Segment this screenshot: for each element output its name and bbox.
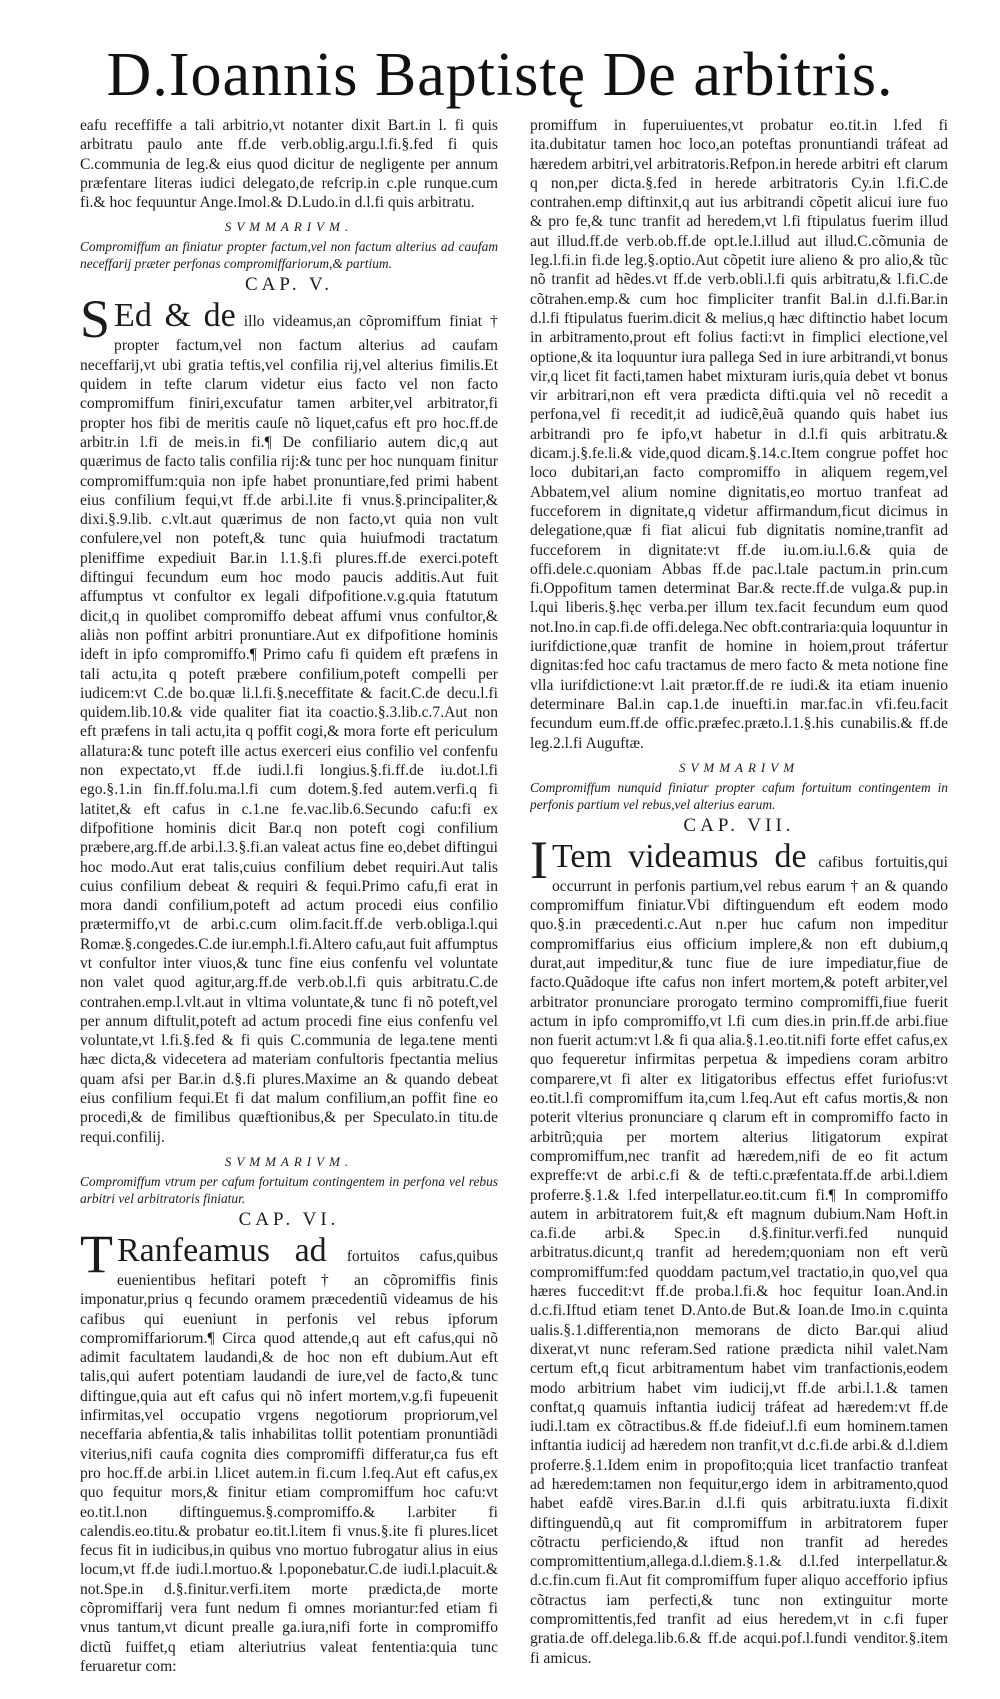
paragraph-continuation: promiffum in fuperuiuentes,vt probatur eo.tit.in l.fed fi ita.dubitatur tamen hoc loco,an poteftas pronuntiandi tráfeat ad hæredem arbitri,vel arbitratoris.Refpon.in herede arbitri eft clarum q non,per dicta.§.fed in herede arbitratoris Cy.in l.fi.C.de contrahen.emp diftinxit,q aut ius arbitrandi cõpetit alicui iure fuo & pro fe,& tunc tranfit ad heredem,vt l.fi ftipulatus fuerim illud aut illud.ff.de verb.ob.ff.de opt.le.l.illud aut illud.C.cõmunia de leg.l.fi.in fi.de leg.§.optio.Aut cõpetit iure alieno & pro alio,& tũc nõ tranfit ad hẽdes.vt ff.de verb.obli.l.fi quis arbitratu,& l.fi.C.de cõtrahen.emp.& cum hoc fimpliciter tranfit Bal.in d.l.fi.Bar.in d.l.fi ftipulatus fuerim.dicit & melius,q hæc diftinctio habet locum in arbitramento,prout eft folius facti:vt in fimplici electione,vel optione,& ita loquuntur iura pallega Sed in iure arbitrandi,vt bonus vir,q licet fit facti,tamen habet mixturam iuris,quia debet vt bonus vir arbitrari,non eft vera prædicta difti.quia vel nõ recedit a perfona,vel fi recedit,it ad iudicẽ,ẽuã quando quis habet ius arbitrandi pro fe ipfo,vt habetur in d.l.fi quis arbitratu.& dicam.j.§.fe.li.& vide,quod dicam.§.14.c.Item congrue poffet hoc loco dubitari,an facto compromiffo in aliquem regem,vel Abbatem,vel alium nomine dignitatis,eo mortuo tranfeat ad fucceforem in dignitate,q videtur affirmandum,ficut dicimus in delegatione,quæ fi fiat alicui fub dignitatis nomine,tranfit ad fucceforem in dignitate:vt ff.de iu.om.iu.l.6.& quia de offi.dele.c.quoniam Abbas ff.de pac.l.tale pactum.in prin.cum fi.Oppofitum tamen determinat Bar.& recte.ff.de vulga.& pup.in l.qui liberis.§.hęc verba.per illum tex.facit fecundum eum quod not.Ino.in cap.fi.de offi.delega.Nec obft.contraria:quia loquuntur in iurifdictione,quæ tranfit de homine in hoiem,prout tráfertur dignitas:fed hoc cafu tractamus de mero facto & meta notione fine vlla iurifdictione:vt l.ait prætor.ff.de re iudi.& ita etiam inuenio determinare Bal.in cap.1.de inuefti.in mar.fac.in vfi.feu.facit fecundum eum.ff.de offic.præfec.præto.l.1.§.his cunabilis.& ff.de leg.2.l.fi Auguftæ. — [530, 117, 948, 752]
drop-cap: S — [80, 289, 111, 350]
chapter-heading: CAP. V. — [244, 274, 334, 296]
chapter-body — [80, 289, 498, 1146]
chapter-heading: CAP. VI. — [238, 1208, 340, 1230]
summary-heading: SVMMARIVM. — [224, 1153, 354, 1169]
chapter-text: cafibus fortuitis,qui occurrunt in perfonis partium,vel rebus earum † an & quando compromiffum finiatur.Vbi diftinguendum eft eodem modo quo.§.in præcedenti.c.Aut n.per huc cafum non impeditur compromiffarius eius officium implere,& non eft dubium,q durat,aut impeditur,& tunc fiue de iure impediatur,fiue de facto.Quãdoque ifte cafus non infert mortem,& poteft arbiter,vel arbitrator pronunciare prorogato termino compromiffi,fiue fuerit actum in ipfo compromiffo,vt l.fi cum dies.in prin.ff.de arbi.fiue non fuerit actum:vt l.& fi qua alia.§.1.eo.tit.nifi forte effet cafus,ex quo fequeretur infirmitas perpetua & impediens coram arbitro comparere,vt fi alter ex litigatoribus effectus effet furiofus:vt eo.tit.l.fi compromiffum ita,cum l.feq.Aut eft cafus mortis,& non poterit vlterius pronunciare q clarum eft in compromiffo facto in arbitrũ;quia per mortem alterius litigatorum expirat compromiffum,nec tranfit ad hæredem,nifi de eo fit actum expreffe:vt de arbi.c.fi & de tefti.c.præfentata.ff.de arbi.l.diem proferre.§.1.& l.fed interpellatur.eo.tit.cum fi.¶ In compromiffo autem in arbitratorem fuit,& eft magnum dubium.Nam Hoft.in ca.fi.de arbi.& Spec.in d.§.finitur.verfi.fed nunquid arbitratus.dicunt,q tranfit ad heredem;quoniam non eft verũ compromiffum:fed quoddam pactum,vel tractatio,in quo,vel qua hæres fuccedit:vt ff.de proba.l.fi.& hoc fequitur Ioan.And.in d.c.fi.Iftud etiam tenet D.Anto.de But.& Ioan.de Imo.in c.quinta ualis.§.1.differentia,non memorans de dicto Bar.qui aliud dixerat,vt nunc referam.Sed ratione prædicta nihil valet.Nam certum eft,q ficut arbitramentum habet vim tranfactionis,eodem modo arbitrium habet vim iudicij,vt ff.de arbi.l.1.& tamen conftat,q quamuis inftantia iudicij tráfeat ad hæredem:vt ff.de iudi.l.tam ex cõtractibus.& ff.de fideiuf.l.fi eum hominem.tamen inftantia iudicij ad hæredem non tranfit,vt d.c.fi.de arbi.& d.l.diem proferre.§.1.Idem enim in propofito;quia licet tranfactio tranfeat ad hæredem:tamen non fequitur,ergo idem in arbitramento,quod habet eafdẽ vires.Bar.in d.l.fi quis arbitratu.iuxta fi.dixit diftinguendũ,q aut fit compromiffum in arbitratorem fuper cõtractu perficiendo,& iftud non tranfit ad heredes compromittentium,allega.d.l.diem.§.1.& d.l.fed interpellatur.& d.c.fin.cum fi.Aut fit compromiffum fuper aliquo accefforio ipfius cõtractus iam perfecti,& tunc non extinguitur morte compromittentis,fed tranfit ad eius heredem,vt in c.fi fuper gratia.de off.delega.lib.6.& ff.de acqui.pof.l.fundi venditor.§.item fi amicus. — [530, 853, 948, 1667]
summary-heading: SVMMARIVM — [678, 759, 800, 775]
left-column — [80, 116, 498, 1676]
summary-text: Compromiffum nunquid finiatur propter cafum fortuitum contingentem in perfonis partium vel rebus,vel alterius earum. — [530, 779, 948, 812]
chapter-body — [80, 1223, 498, 1676]
chapter-text: illo videamus,an cõpromiffum finiat † propter factum,vel non factum alterius ad caufam neceffarij,vt ubi gratia teftis,vel confilia rij,vel alterius fimilis.Et quidem in tefte clarum videtur eius facto vel non facto compromiffum finiri,excufatur tamen arbiter,vel arbitrator,fi propter hos fibi de meritis cauſe nõ liquet,cafus eft pro hoc.ff.de arbitr.in l.fi de meis.in fi.¶ De confiliario autem dic,q aut quærimus de facto talis confilia rij:& tunc per hoc nunquam finitur compromiffum:quia non ipfe habet pronuntiare,fed primi habent eius confilium fequi,vt ff.de arbi.l.ite fi vnus.§.principaliter,& dixi.§.9.lib. c.vlt.aut quærimus de non facto,vt quia non vult confulere,vel non poteft,& tunc quia huiufmodi tractatum pleniffime expediuit Bar.in l.1.§.fi plures.ff.de exerci.poteft diftingui fecundum eum hoc modo paucis additis.Aut fuit affumptus vt confultor ex legali difpofitione.v.g.quia ftatutum dicit,q in quolibet compromiffo debeat affumi vnus confultor,& aliàs non poffint arbitri pronuntiare.Aut ex difpofitione hominis ideft in ipfo compromiffo.¶ Primo cafu fi quidem eft præfens in tali actu,ita q poteft præbere confilium,poteft compelli per iudicem:vt C.de bo.quæ li.l.fi.§.neceffitate & facit.C.de decu.l.fi quidem.lib.10.& vide qualiter fiat ita coactio.§.3.lib.c.7.Aut non eft præfens in tali actu,ita q poffit cogi,& mora forte eft periculum allatura:& tunc poteft ille actus exerceri eius confilio vel confenfu non expectato,vt ff.de iudi.l.fi longius.§.fi.ff.de iu.dot.l.fi ego.§.1.in fin.ff.folu.ma.l.fi cum dotem.§.fed autem.verfi.q fi latitet,& eft cafus in c.1.ne fe.vac.lib.6.Secundo cafu:fi ex difpofitione hominis dicit Bar.q non poteft cogi confilium præbere,arg.ff.de arbi.l.3.§.fi.an valeat actus fine eo,debet diftingui hoc modo.Aut erat talis,cuius confilium debet requiri.Aut talis cuius confilium debeat & requiri & fequi.Primo cafu,fi erat in mora dandi confilium,poteft ad actum procedi eius confilio prætermiffo,vt de arbi.c.cum olim.facit.ff.de verb.obliga.l.qui Romæ.§.congedes.C.de iur.emph.l.fi.Altero cafu,aut fuit affumptus vt confultor inter viuos,& tunc fine eius confenfu vel voluntate non valet quod agitur,arg.ff.de verb.ob.l.fi quis arbitratu.C.de contrahen.emp.l.vlt.aut in vltima voluntate,& tunc fi nõ poteft,vel per annum diftulit,poteft ad actum procedi fine eius confenfu vel voluntate,vt l.fi.§.fed & fi quis C.communia de lega.tene menti hæc dicta,& videcetera ad materiam confultoris fpectantia melius quam afsi per Bar.in d.§.fi plures.Maxime an & quando debeat eius confilium fequi.Et fi dat malum confilium,an poffit fine eo procedi,& de fimilibus quæftionibus,& per Speculato.in titu.de requi.confilij. — [80, 313, 498, 1146]
summary-text: Compromiffum an finiatur propter factum,vel non factum alterius ad caufam neceffarij præter perfonas compromiffariorum,& partium. — [80, 239, 498, 272]
right-column — [530, 116, 948, 1676]
chapter-body — [530, 829, 948, 1668]
summary-text: Compromiffum vtrum per cafum fortuitum contingentem in perfona vel rebus arbitri vel arbitratoris finiatur. — [80, 1173, 498, 1206]
page-title: D.Ioannis Baptistę De arbitris. — [106, 41, 894, 109]
drop-cap: T — [80, 1223, 113, 1284]
lead-words: Ranfeamus ad — [117, 1231, 327, 1269]
lead-words: Tem videamus de — [551, 837, 807, 875]
lead-words: Ed & de — [114, 297, 236, 335]
chapter-text: fortuitos cafus,quibus euenientibus hefitari poteft † an cõpromiffis finis imponatur,prius q fecundo oramem præcedentiũ videamus de his cafibus qui eueniunt in perfonis vel rebus ipforum compromiffariorum.¶ Circa quod attende,q aut eft cafus,qui nõ adimit facultatem laudandi,& de hoc non eft dubium.Aut eft talis,qui aufert potentiam laudandi de iure,vel de facto,& tunc diftingue,quia aut eft cafus qui nõ infert mortem,v.g.fi fupeuenit infirmitas,vel occupatio vrgens negotiorum propriorum,vel neceffaria abfentia,& talis inhabilitas tollit potentiam pronuntiãdi viterius,nifi caufa cognita dies compromiffi differatur,ca fus eft pro hoc.ff.de arbi.in l.licet autem.in fi.cum l.feq.Aut eft cafus,ex quo fequitur mors,& finitur etiam compromiffum hoc cafu:vt eo.tit.l.non diftinguemus.§.compromiffo.& l.arbiter fi calendis.eo.titu.& probatur eo.tit.l.item fi vnus.§.ite fi plures.licet fecus fit in iudicibus,in quibus vno mortuo fubrogatur alius in eius locum,vt ff.de iudi.l.mortuo.& l.poponebatur.C.de iudi.l.placuit.& not.Spe.in d.§.finitur.verfi.item morte prædicta,de morte cõpromiffarij vera funt nedum fi omnes moriantur:fed etiam fi vnus tantum,vt dicunt prealle ga.iura,nifi forte in compromiffo dictũ fuiffet,q etiam alteriutrius valeat fententia:quia tunc feruaretur com: — [80, 1247, 498, 1675]
paragraph-continuation: eafu receffiffe a tali arbitrio,vt notanter dixit Bart.in l. fi quis arbitratu paulo ante ff.de verb.oblig.argu.l.fi.§.fed fi quis C.communia de leg.& eius quod dicitur de negligente per annum præfentare literas iudici delegato,de refcrip.in c.ple runque.cum fi.& hoc fequuntur Ange.Imol.& D.Ludo.in d.l.fi quis arbitratu. — [80, 117, 498, 212]
drop-cap: I — [530, 829, 548, 890]
summary-heading: SVMMARIVM. — [224, 219, 354, 235]
chapter-heading: CAP. VII. — [683, 814, 795, 836]
